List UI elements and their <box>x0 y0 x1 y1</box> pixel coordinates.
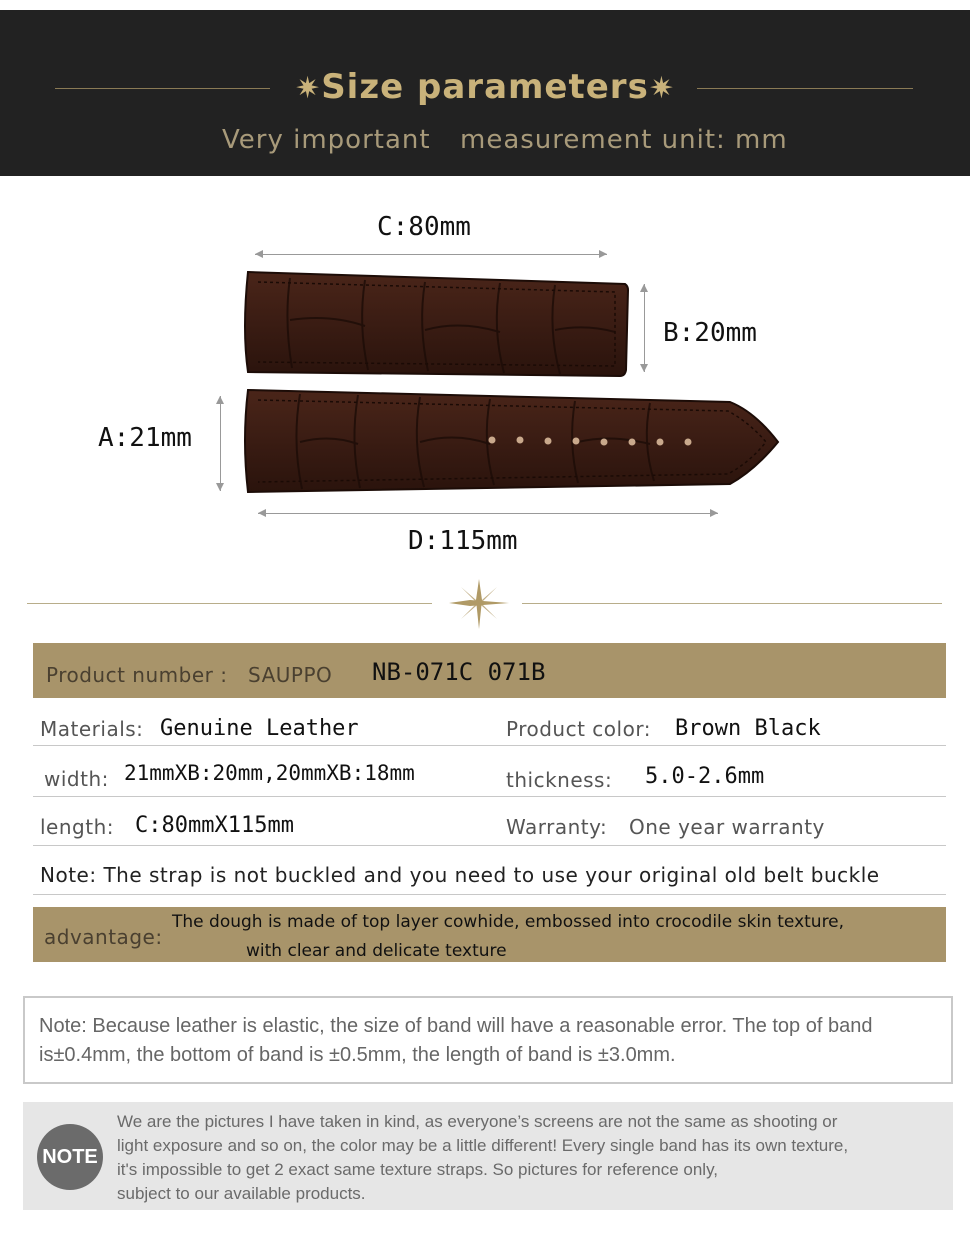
row-divider <box>33 796 946 797</box>
long-strap <box>245 390 778 492</box>
page-title <box>0 67 970 107</box>
product-number-label: Product number : <box>46 663 228 687</box>
length-label: length: <box>40 815 114 839</box>
note-badge-icon: NOTE <box>37 1124 103 1190</box>
elastic-note-text: Note: Because leather is elastic, the size of band will have a reasonable error. The top of band is±0.4mm, the bottom of band is ±0.5mm, the length of band is ±3.0mm. <box>39 1015 873 1066</box>
row-divider <box>33 845 946 846</box>
width-value: 21mmXB:20mm,20mmXB:18mm <box>124 761 415 785</box>
star-icon: ✷ <box>295 71 322 106</box>
elastic-note-box <box>23 996 953 1084</box>
dimension-a-label: A:21mm <box>98 423 192 453</box>
color-value: Brown Black <box>675 716 821 741</box>
thickness-value: 5.0-2.6mm <box>645 764 765 789</box>
materials-label: Materials: <box>40 717 144 741</box>
disclaimer-line-1: We are the pictures I have taken in kind, as everyone’s screens are not the same as shooting or <box>117 1112 838 1131</box>
dimension-b-label: B:20mm <box>663 318 757 348</box>
dimension-c-label: C:80mm <box>377 212 471 242</box>
dimension-d-label: D:115mm <box>408 526 518 556</box>
color-label: Product color: <box>506 717 651 741</box>
disclaimer-line-2: light exposure and so on, the color may be a little different! Every single band has its own texture, <box>117 1136 849 1155</box>
row-divider <box>33 894 946 895</box>
buckle-note: Note: The strap is not buckled and you need to use your original old belt buckle <box>40 863 880 887</box>
product-number-value: NB-071C 071B <box>372 658 546 686</box>
row-divider <box>33 745 946 746</box>
advantage-text-line2: with clear and delicate texture <box>246 941 507 961</box>
divider-line-left <box>27 603 432 604</box>
disclaimer-line-3: it's impossible to get 2 exact same texture straps. So pictures for reference only, <box>117 1160 719 1179</box>
strap-illustration <box>0 180 970 580</box>
star-ornament-icon <box>449 579 509 629</box>
disclaimer-line-4: subject to our available products. <box>117 1184 366 1203</box>
warranty-value: One year warranty <box>629 815 825 839</box>
divider-line-right <box>522 603 942 604</box>
materials-value: Genuine Leather <box>160 716 359 741</box>
width-label: width: <box>44 767 109 791</box>
subtitle-unit: measurement unit: mm <box>460 125 788 155</box>
title-text: Size parameters <box>321 67 649 107</box>
header-banner <box>0 10 970 176</box>
subtitle-important: Very important <box>222 125 431 155</box>
star-icon: ✷ <box>648 71 675 106</box>
brand-name: SAUPPO <box>248 663 333 687</box>
disclaimer-panel <box>23 1102 953 1210</box>
strap-diagram <box>0 180 970 580</box>
length-value: C:80mmX115mm <box>135 813 294 838</box>
thickness-label: thickness: <box>506 768 613 792</box>
short-strap <box>245 272 628 376</box>
advantage-label: advantage: <box>44 925 163 949</box>
warranty-label: Warranty: <box>506 815 608 839</box>
advantage-text-line1: The dough is made of top layer cowhide, embossed into crocodile skin texture, <box>172 912 845 932</box>
